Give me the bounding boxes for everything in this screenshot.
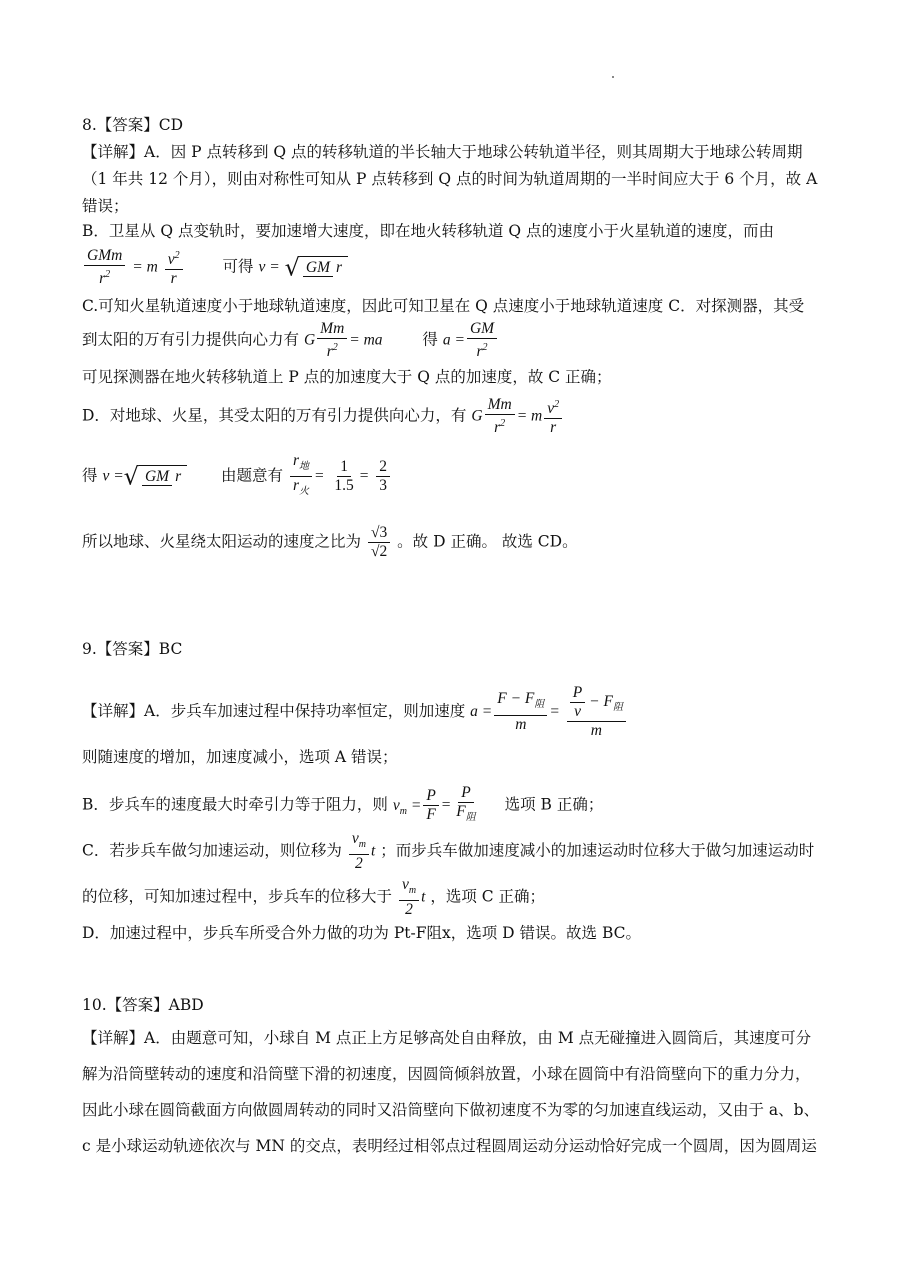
q8-line-10-text-b: 由题意有 — [221, 466, 284, 485]
q8-line-7-text-b: 得 — [422, 330, 438, 349]
q8-line-5-text: 可得 — [222, 257, 254, 276]
q8-line-3: 错误； — [82, 197, 129, 215]
q8-line-4: B．卫星从 Q 点变轨时，要加速增大速度，即在地火转移轨道 Q 点的速度小于火星轨道的速度，而由 — [82, 222, 775, 240]
q8-line-9: D．对地球、火星，其受太阳的万有引力提供向心力，有 G $\frac{Mm}{r^2}$ = m $\frac{v^2}{r}$ — [82, 396, 820, 437]
q8-line-7-text-a: 到太阳的万有引力提供向心力有 — [82, 330, 300, 349]
q8-line-9-text: D．对地球、火星，其受太阳的万有引力提供向心力，有 — [82, 406, 467, 425]
q10-answer: 10.【答案】ABD — [82, 996, 204, 1014]
q9-line-2: 则随速度的增加，加速度减小，选项 A 错误； — [82, 748, 398, 766]
q10-line-1: 【详解】A．由题意可知，小球自 M 点正上方足够高处自由释放，由 M 点无碰撞进入圆筒后，其速度可分 — [82, 1029, 812, 1047]
q9-line-1-text: 【详解】A．步兵车加速过程中保持功率恒定，则加速度 — [82, 702, 466, 720]
formula-v2-r: $\frac{v^2}{r}$ — [165, 247, 183, 288]
q8-line-6: C.可知火星轨道速度小于地球轨道速度，因此可知卫星在 Q 点速度小于地球轨道速度 C．对探测器，其受 — [82, 297, 805, 315]
q9-line-6: D．加速过程中，步兵车所受合外力做的功为 Pt-F阻x，选项 D 错误。故选 BC。 — [82, 924, 641, 942]
q8-line-11: 所以地球、火星绕太阳运动的速度之比为 $\frac{√3}{√2}$ 。故 D 正确。 故选 CD。 — [82, 524, 578, 560]
q8-line-10-text-a: 得 — [82, 466, 98, 485]
q9-line-4-text-b: ；而步兵车做加速度减小的加速运动时位移大于做匀加速运动时 — [380, 841, 815, 860]
q8-line-10: 得 v =√ GM r 由题意有 $\frac{r_地}{r_火}$ = $\frac{1}{1.5}$ = $\frac{2}{3}$ — [82, 452, 820, 501]
q8-line-8: 可见探测器在地火转移轨道上 P 点的加速度大于 Q 点的加速度，故 C 正确； — [82, 368, 612, 386]
q9-answer: 9.【答案】BC — [82, 640, 183, 658]
q8-line-2: （1 年共 12 个月），则由对称性可知从 P 点转移到 Q 点的时间为轨道周期的一半时间应大于 6 个月，故 A — [82, 170, 818, 188]
formula-sqrt-gm-r: GM r — [300, 256, 348, 279]
q9-line-5: 的位移，可知加速过程中，步兵车的位移大于 $\frac{v_m}{2}$ t ，选项 C 正确； — [82, 876, 546, 919]
q8-line-7: 到太阳的万有引力提供向心力有 G $\frac{Mm}{r^2}$ = ma 得 a = $\frac{GM}{r^2}$ — [82, 320, 820, 361]
q9-line-3: B．步兵车的速度最大时牵引力等于阻力，则 $v_m$ = $\frac{P}{F}$ = $\frac{P}{F_阻}$ 选项 B 正确； — [82, 784, 604, 824]
q10-line-2: 解为沿筒壁转动的速度和沿筒壁下滑的初速度，因圆筒倾斜放置，小球在圆筒中有沿筒壁向下的重力分力， — [82, 1065, 811, 1083]
q9-line-1: 【详解】A．步兵车加速过程中保持功率恒定，则加速度 a = $\frac{F - F_阻}{m}$ = $\frac{P}{v}$ − $F_阻$ m — [82, 684, 820, 740]
q9-line-5-text-a: 的位移，可知加速过程中，步兵车的位移大于 — [82, 887, 393, 906]
q10-line-3: 因此小球在圆筒截面方向做圆周转动的同时又沿筒壁向下做初速度不为零的匀加速直线运动，又由于 a、b、 — [82, 1101, 820, 1119]
q8-line-1: 【详解】A．因 P 点转移到 Q 点的转移轨道的半长轴大于地球公转轨道半径，则其周期大于地球公转周期 — [82, 143, 803, 161]
scan-speck — [612, 76, 614, 78]
formula-gmm-r2: $\frac{\text{GMm}}{r^2}$ — [84, 247, 125, 288]
q8-line-11-text-a: 所以地球、火星绕太阳运动的速度之比为 — [82, 532, 362, 551]
q8-line-5: $\frac{\text{GMm}}{r^2}$ = m $\frac{v^2}{r}$ 可得 v = √ GM r — [82, 247, 820, 288]
q9-line-4-text-a: C．若步兵车做匀加速运动，则位移为 — [82, 841, 342, 860]
q8-answer: 8.【答案】CD — [82, 116, 184, 134]
q9-line-3-text-a: B．步兵车的速度最大时牵引力等于阻力，则 — [82, 795, 388, 814]
q8-line-11-text-b: 。故 D 正确。 故选 CD。 — [397, 532, 578, 551]
q9-line-3-text-b: 选项 B 正确； — [504, 795, 604, 814]
q9-line-5-text-b: ，选项 C 正确； — [430, 887, 546, 906]
q9-line-4: C．若步兵车做匀加速运动，则位移为 $\frac{v_m}{2}$ t ；而步兵车做加速度减小的加速运动时位移大于做匀加速运动时 — [82, 830, 815, 873]
q10-line-4: c 是小球运动轨迹依次与 MN 的交点，表明经过相邻点过程圆周运动分运动恰好完成一个圆周，因为圆周运 — [82, 1137, 817, 1155]
